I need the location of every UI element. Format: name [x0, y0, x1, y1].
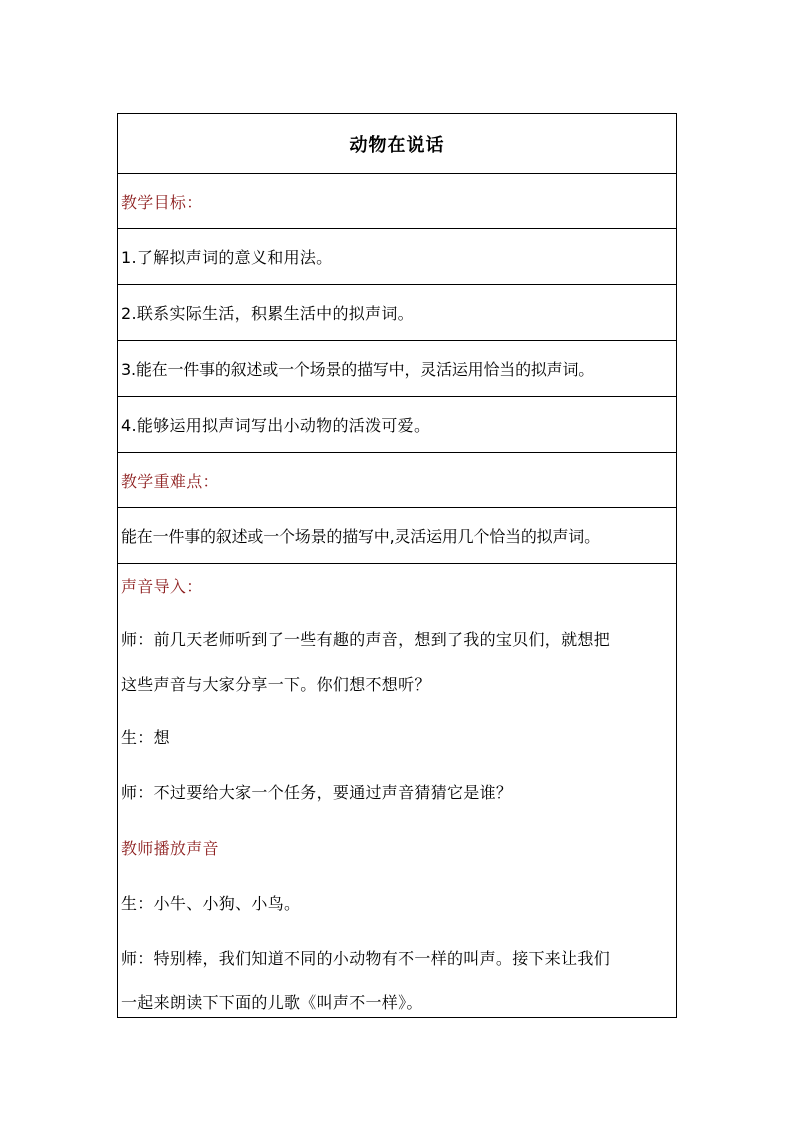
objectives-heading: 教学目标：: [121, 192, 203, 212]
title-row: [118, 114, 676, 174]
objectives-heading-row: [118, 174, 676, 229]
lesson-plan-table: [117, 113, 677, 1018]
objective-item: 3.能在一件事的叙述或一个场景的描写中，灵活运用恰当的拟声词。: [121, 360, 595, 379]
objective-item: 2.联系实际生活，积累生活中的拟声词。: [121, 304, 414, 323]
dialogue-line: 师：特别棒，我们知道不同的小动物有不一样的叫声。接下来让我们: [121, 949, 611, 968]
page-title: 动物在说话: [349, 134, 445, 156]
objective-row-3: [118, 341, 676, 397]
dialogue-line: 师：不过要给大家一个任务，要通过声音猜猜它是谁？: [121, 783, 513, 802]
objective-row-2: [118, 285, 676, 341]
objective-item: 1.了解拟声词的意义和用法。: [121, 248, 333, 267]
dialogue-line: 生：想: [121, 728, 170, 747]
objective-item: 4.能够运用拟声词写出小动物的活泼可爱。: [121, 416, 431, 435]
dialogue-line: 师：前几天老师听到了一些有趣的声音，想到了我的宝贝们，就想把: [121, 630, 611, 649]
intro-section: [118, 564, 676, 1017]
objective-row-4: [118, 397, 676, 453]
dialogue-line: 教师播放声音: [121, 839, 219, 858]
key-points-heading-row: [118, 453, 676, 508]
key-points-row: [118, 508, 676, 564]
intro-heading: 声音导入：: [121, 577, 203, 596]
dialogue-line: 这些声音与大家分享一下。你们想不想听？: [121, 675, 431, 694]
dialogue-line: 一起来朗读下下面的儿歌《叫声不一样》。: [121, 993, 423, 1012]
key-points-text: 能在一件事的叙述或一个场景的描写中,灵活运用几个恰当的拟声词。: [121, 527, 600, 546]
dialogue-line: 生：小牛、小狗、小鸟。: [121, 894, 301, 913]
objective-row-1: [118, 229, 676, 285]
key-points-heading: 教学重难点：: [121, 471, 219, 491]
